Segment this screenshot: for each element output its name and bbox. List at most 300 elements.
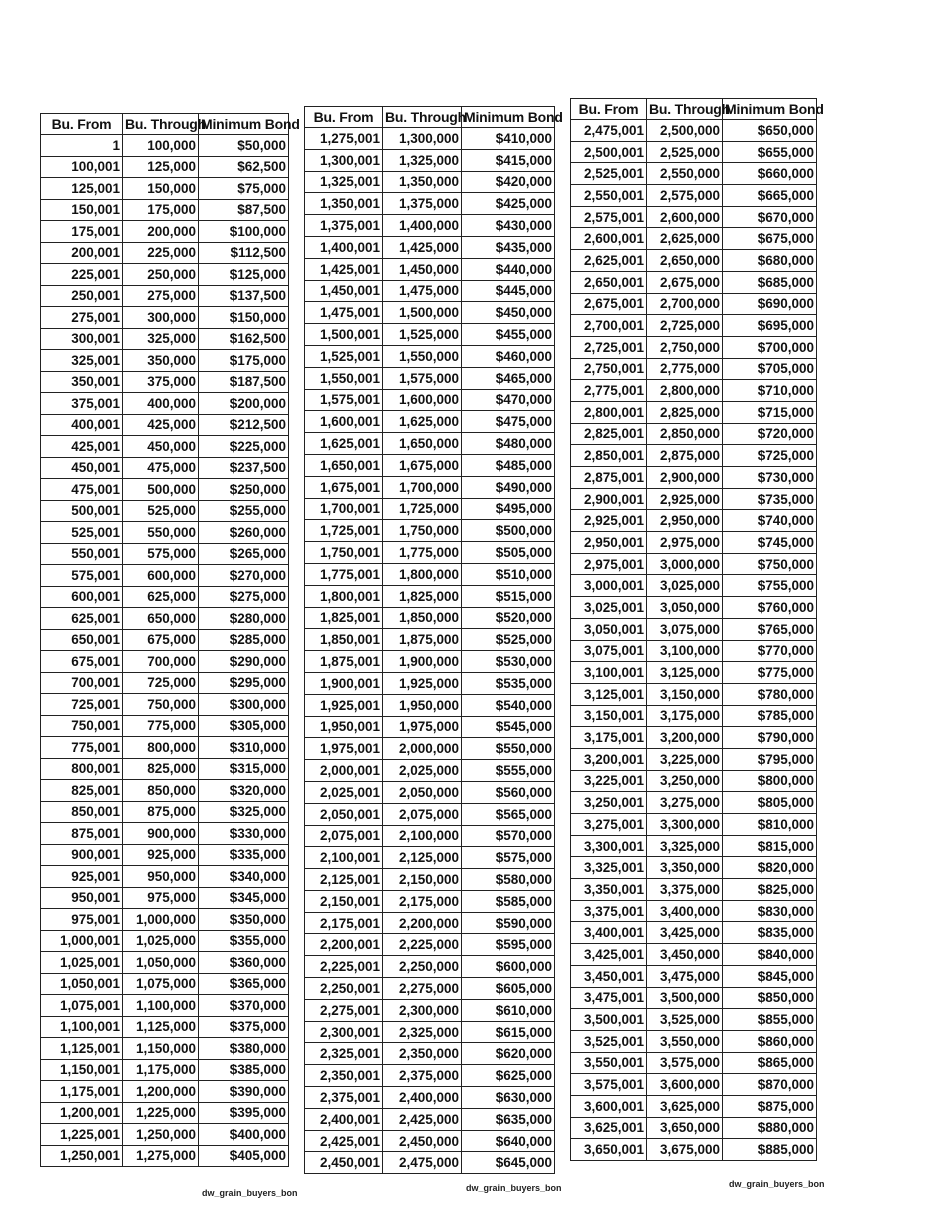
- minimum-bond-cell: $280,000: [199, 608, 289, 630]
- bu-from-cell: 600,001: [41, 586, 123, 608]
- minimum-bond-cell: $485,000: [462, 454, 555, 476]
- table-row: [41, 715, 289, 737]
- bu-from-cell: 3,400,001: [571, 922, 647, 944]
- bu-from-cell: 1,375,001: [305, 215, 383, 237]
- minimum-bond-cell: $565,000: [462, 803, 555, 825]
- bu-from-cell: 1,400,001: [305, 236, 383, 258]
- bu-through-cell: 500,000: [123, 479, 199, 501]
- table-row: [571, 618, 817, 640]
- bu-through-cell: 1,200,000: [123, 1081, 199, 1103]
- bu-through-cell: 1,700,000: [383, 476, 462, 498]
- bu-through-cell: 225,000: [123, 242, 199, 264]
- bu-through-cell: 3,400,000: [647, 900, 723, 922]
- bu-from-cell: 2,600,001: [571, 228, 647, 250]
- table-row: [305, 803, 555, 825]
- minimum-bond-cell: $515,000: [462, 585, 555, 607]
- minimum-bond-cell: $375,000: [199, 1016, 289, 1038]
- bu-through-cell: 125,000: [123, 156, 199, 178]
- bu-through-cell: 1,400,000: [383, 215, 462, 237]
- table-row: [571, 423, 817, 445]
- bu-through-cell: 575,000: [123, 543, 199, 565]
- bu-from-cell: 675,001: [41, 651, 123, 673]
- minimum-bond-cell: $615,000: [462, 1021, 555, 1043]
- minimum-bond-cell: $860,000: [723, 1030, 817, 1052]
- header-bu-through: Bu. Through: [647, 99, 723, 120]
- table-row: [41, 930, 289, 952]
- bu-from-cell: 800,001: [41, 758, 123, 780]
- bu-through-cell: 1,000,000: [123, 909, 199, 931]
- table-row: [41, 1081, 289, 1103]
- bu-from-cell: 1,800,001: [305, 585, 383, 607]
- bu-from-cell: 825,001: [41, 780, 123, 802]
- minimum-bond-cell: $330,000: [199, 823, 289, 845]
- minimum-bond-cell: $410,000: [462, 128, 555, 150]
- minimum-bond-cell: $525,000: [462, 629, 555, 651]
- bu-through-cell: 2,250,000: [383, 956, 462, 978]
- table-row: [305, 716, 555, 738]
- table-row: [305, 607, 555, 629]
- minimum-bond-cell: $370,000: [199, 995, 289, 1017]
- bu-through-cell: 3,150,000: [647, 683, 723, 705]
- minimum-bond-cell: $385,000: [199, 1059, 289, 1081]
- minimum-bond-cell: $620,000: [462, 1043, 555, 1065]
- bu-through-cell: 375,000: [123, 371, 199, 393]
- bu-through-cell: 3,250,000: [647, 770, 723, 792]
- minimum-bond-cell: $715,000: [723, 401, 817, 423]
- minimum-bond-cell: $187,500: [199, 371, 289, 393]
- minimum-bond-cell: $625,000: [462, 1065, 555, 1087]
- table-row: [41, 629, 289, 651]
- table-row: [41, 457, 289, 479]
- table-row: [41, 285, 289, 307]
- bu-from-cell: 2,250,001: [305, 978, 383, 1000]
- bu-from-cell: 3,175,001: [571, 727, 647, 749]
- bu-from-cell: 350,001: [41, 371, 123, 393]
- minimum-bond-cell: $815,000: [723, 835, 817, 857]
- minimum-bond-cell: $445,000: [462, 280, 555, 302]
- table-row: [305, 672, 555, 694]
- bu-from-cell: 1,000,001: [41, 930, 123, 952]
- bu-through-cell: 1,100,000: [123, 995, 199, 1017]
- bu-through-cell: 300,000: [123, 307, 199, 329]
- bu-from-cell: 650,001: [41, 629, 123, 651]
- table-row: [305, 476, 555, 498]
- table-row: [41, 1016, 289, 1038]
- minimum-bond-cell: $575,000: [462, 847, 555, 869]
- minimum-bond-cell: $645,000: [462, 1152, 555, 1174]
- bu-through-cell: 3,125,000: [647, 662, 723, 684]
- table-row: [571, 271, 817, 293]
- bu-from-cell: 2,625,001: [571, 250, 647, 272]
- bu-from-cell: 1,275,001: [305, 128, 383, 150]
- minimum-bond-cell: $200,000: [199, 393, 289, 415]
- bu-through-cell: 1,850,000: [383, 607, 462, 629]
- bu-through-cell: 675,000: [123, 629, 199, 651]
- bu-from-cell: 2,300,001: [305, 1021, 383, 1043]
- minimum-bond-cell: $655,000: [723, 141, 817, 163]
- minimum-bond-cell: $350,000: [199, 909, 289, 931]
- bu-through-cell: 1,900,000: [383, 651, 462, 673]
- table-row: [41, 436, 289, 458]
- minimum-bond-cell: $495,000: [462, 498, 555, 520]
- minimum-bond-cell: $855,000: [723, 1009, 817, 1031]
- minimum-bond-cell: $400,000: [199, 1124, 289, 1146]
- bu-through-cell: 1,050,000: [123, 952, 199, 974]
- bu-from-cell: 2,475,001: [571, 120, 647, 142]
- bu-through-cell: 1,150,000: [123, 1038, 199, 1060]
- table-row: [41, 393, 289, 415]
- bu-from-cell: 3,650,001: [571, 1139, 647, 1161]
- minimum-bond-cell: $460,000: [462, 345, 555, 367]
- minimum-bond-cell: $415,000: [462, 149, 555, 171]
- bu-from-cell: 3,025,001: [571, 597, 647, 619]
- bu-through-cell: 3,175,000: [647, 705, 723, 727]
- table-row: [41, 414, 289, 436]
- table-row: [41, 350, 289, 372]
- bu-from-cell: 2,725,001: [571, 336, 647, 358]
- table-row: [571, 293, 817, 315]
- minimum-bond-cell: $440,000: [462, 258, 555, 280]
- minimum-bond-cell: $585,000: [462, 890, 555, 912]
- bu-from-cell: 2,525,001: [571, 163, 647, 185]
- table-row: [41, 758, 289, 780]
- bu-from-cell: 3,600,001: [571, 1095, 647, 1117]
- minimum-bond-cell: $540,000: [462, 694, 555, 716]
- bu-from-cell: 2,500,001: [571, 141, 647, 163]
- bu-through-cell: 3,500,000: [647, 987, 723, 1009]
- bu-from-cell: 300,001: [41, 328, 123, 350]
- bu-through-cell: 2,725,000: [647, 315, 723, 337]
- minimum-bond-cell: $310,000: [199, 737, 289, 759]
- minimum-bond-cell: $395,000: [199, 1102, 289, 1124]
- minimum-bond-cell: $810,000: [723, 814, 817, 836]
- bu-through-cell: 200,000: [123, 221, 199, 243]
- bu-from-cell: 1,500,001: [305, 324, 383, 346]
- bu-from-cell: 450,001: [41, 457, 123, 479]
- table-row: [571, 683, 817, 705]
- minimum-bond-cell: $430,000: [462, 215, 555, 237]
- minimum-bond-cell: $480,000: [462, 433, 555, 455]
- bu-through-cell: 3,100,000: [647, 640, 723, 662]
- bu-from-cell: 200,001: [41, 242, 123, 264]
- bu-from-cell: 1,525,001: [305, 345, 383, 367]
- minimum-bond-cell: $755,000: [723, 575, 817, 597]
- bu-through-cell: 3,375,000: [647, 879, 723, 901]
- bu-from-cell: 2,375,001: [305, 1087, 383, 1109]
- bu-through-cell: 1,725,000: [383, 498, 462, 520]
- bond-table-3: [570, 98, 824, 1161]
- table-row: [571, 120, 817, 142]
- bu-through-cell: 1,500,000: [383, 302, 462, 324]
- table-row: [305, 651, 555, 673]
- table-row: [571, 987, 817, 1009]
- bu-through-cell: 1,125,000: [123, 1016, 199, 1038]
- bu-from-cell: 1,025,001: [41, 952, 123, 974]
- bu-through-cell: 2,750,000: [647, 336, 723, 358]
- table-row: [41, 479, 289, 501]
- table-row: [305, 345, 555, 367]
- table-row: [305, 738, 555, 760]
- table-row: [305, 215, 555, 237]
- bu-from-cell: 1,700,001: [305, 498, 383, 520]
- minimum-bond-cell: $765,000: [723, 618, 817, 640]
- minimum-bond-cell: $750,000: [723, 553, 817, 575]
- bu-through-cell: 1,525,000: [383, 324, 462, 346]
- minimum-bond-cell: $805,000: [723, 792, 817, 814]
- bu-through-cell: 2,700,000: [647, 293, 723, 315]
- bu-from-cell: 1,625,001: [305, 433, 383, 455]
- table-row: [571, 206, 817, 228]
- table-row: [305, 890, 555, 912]
- bu-from-cell: 1,975,001: [305, 738, 383, 760]
- minimum-bond-cell: $670,000: [723, 206, 817, 228]
- table-row: [41, 156, 289, 178]
- table-row: [305, 869, 555, 891]
- bu-from-cell: 1,300,001: [305, 149, 383, 171]
- bu-through-cell: 1,575,000: [383, 367, 462, 389]
- header-bu-from: Bu. From: [305, 107, 383, 128]
- bu-from-cell: 3,350,001: [571, 879, 647, 901]
- bu-through-cell: 2,900,000: [647, 467, 723, 489]
- table-row: [571, 510, 817, 532]
- bu-from-cell: 525,001: [41, 522, 123, 544]
- minimum-bond-cell: $830,000: [723, 900, 817, 922]
- table-row: [41, 500, 289, 522]
- bu-from-cell: 1,200,001: [41, 1102, 123, 1124]
- bu-through-cell: 1,625,000: [383, 411, 462, 433]
- minimum-bond-cell: $845,000: [723, 965, 817, 987]
- table-row: [305, 760, 555, 782]
- minimum-bond-cell: $270,000: [199, 565, 289, 587]
- bu-from-cell: 1,250,001: [41, 1145, 123, 1167]
- bu-from-cell: 100,001: [41, 156, 123, 178]
- bu-through-cell: 1,475,000: [383, 280, 462, 302]
- bu-through-cell: 2,275,000: [383, 978, 462, 1000]
- header-row: [305, 107, 555, 128]
- table-row: [305, 324, 555, 346]
- table-row: [571, 467, 817, 489]
- bu-through-cell: 475,000: [123, 457, 199, 479]
- bu-through-cell: 2,875,000: [647, 445, 723, 467]
- bu-through-cell: 975,000: [123, 887, 199, 909]
- minimum-bond-cell: $137,500: [199, 285, 289, 307]
- table-row: [41, 995, 289, 1017]
- bu-through-cell: 1,825,000: [383, 585, 462, 607]
- minimum-bond-cell: $835,000: [723, 922, 817, 944]
- bu-from-cell: 150,001: [41, 199, 123, 221]
- bu-from-cell: 3,150,001: [571, 705, 647, 727]
- minimum-bond-cell: $885,000: [723, 1139, 817, 1161]
- bu-from-cell: 3,275,001: [571, 814, 647, 836]
- minimum-bond-cell: $640,000: [462, 1130, 555, 1152]
- bu-through-cell: 3,300,000: [647, 814, 723, 836]
- minimum-bond-cell: $425,000: [462, 193, 555, 215]
- table-row: [41, 909, 289, 931]
- minimum-bond-cell: $630,000: [462, 1087, 555, 1109]
- table-row: [305, 128, 555, 150]
- minimum-bond-cell: $595,000: [462, 934, 555, 956]
- bu-from-cell: 250,001: [41, 285, 123, 307]
- minimum-bond-cell: $790,000: [723, 727, 817, 749]
- bu-from-cell: 3,125,001: [571, 683, 647, 705]
- bu-from-cell: 1,725,001: [305, 520, 383, 542]
- bu-through-cell: 150,000: [123, 178, 199, 200]
- table-row: [305, 1087, 555, 1109]
- bu-from-cell: 2,325,001: [305, 1043, 383, 1065]
- bu-from-cell: 2,075,001: [305, 825, 383, 847]
- minimum-bond-cell: $555,000: [462, 760, 555, 782]
- table-row: [305, 999, 555, 1021]
- minimum-bond-cell: $580,000: [462, 869, 555, 891]
- bu-through-cell: 2,850,000: [647, 423, 723, 445]
- minimum-bond-cell: $360,000: [199, 952, 289, 974]
- bu-from-cell: 3,300,001: [571, 835, 647, 857]
- minimum-bond-cell: $880,000: [723, 1117, 817, 1139]
- bu-through-cell: 3,000,000: [647, 553, 723, 575]
- bu-through-cell: 1,175,000: [123, 1059, 199, 1081]
- bu-from-cell: 2,675,001: [571, 293, 647, 315]
- table-row: [41, 844, 289, 866]
- minimum-bond-cell: $775,000: [723, 662, 817, 684]
- bu-through-cell: 825,000: [123, 758, 199, 780]
- bu-from-cell: 925,001: [41, 866, 123, 888]
- minimum-bond-cell: $390,000: [199, 1081, 289, 1103]
- bu-through-cell: 2,225,000: [383, 934, 462, 956]
- table-row: [41, 242, 289, 264]
- bu-through-cell: 3,550,000: [647, 1030, 723, 1052]
- minimum-bond-cell: $760,000: [723, 597, 817, 619]
- bu-from-cell: 425,001: [41, 436, 123, 458]
- table-row: [305, 258, 555, 280]
- minimum-bond-cell: $87,500: [199, 199, 289, 221]
- bu-through-cell: 3,275,000: [647, 792, 723, 814]
- table-row: [305, 825, 555, 847]
- bu-from-cell: 900,001: [41, 844, 123, 866]
- bu-through-cell: 1,550,000: [383, 345, 462, 367]
- minimum-bond-cell: $725,000: [723, 445, 817, 467]
- table-row: [571, 727, 817, 749]
- minimum-bond-cell: $212,500: [199, 414, 289, 436]
- bu-from-cell: 1,125,001: [41, 1038, 123, 1060]
- bu-through-cell: 1,875,000: [383, 629, 462, 651]
- bu-from-cell: 3,225,001: [571, 770, 647, 792]
- table-row: [571, 857, 817, 879]
- table-row: [571, 163, 817, 185]
- table-row: [571, 900, 817, 922]
- minimum-bond-cell: $665,000: [723, 185, 817, 207]
- minimum-bond-cell: $825,000: [723, 879, 817, 901]
- footer-label: dw_grain_buyers_bon: [202, 1188, 298, 1198]
- minimum-bond-cell: $305,000: [199, 715, 289, 737]
- minimum-bond-cell: $875,000: [723, 1095, 817, 1117]
- bu-through-cell: 1,950,000: [383, 694, 462, 716]
- minimum-bond-cell: $840,000: [723, 944, 817, 966]
- minimum-bond-cell: $455,000: [462, 324, 555, 346]
- minimum-bond-cell: $345,000: [199, 887, 289, 909]
- table-row: [305, 149, 555, 171]
- minimum-bond-cell: $420,000: [462, 171, 555, 193]
- bu-from-cell: 1,325,001: [305, 171, 383, 193]
- table-row: [305, 302, 555, 324]
- bu-through-cell: 2,400,000: [383, 1087, 462, 1109]
- bu-from-cell: 2,850,001: [571, 445, 647, 467]
- minimum-bond-cell: $250,000: [199, 479, 289, 501]
- bu-through-cell: 625,000: [123, 586, 199, 608]
- table-row: [305, 694, 555, 716]
- table-row: [41, 565, 289, 587]
- table-row: [305, 389, 555, 411]
- bu-through-cell: 800,000: [123, 737, 199, 759]
- table-row: [305, 1021, 555, 1043]
- table-row: [305, 934, 555, 956]
- table-row: [571, 250, 817, 272]
- header-minimum-bond: Minimum Bond: [462, 107, 555, 128]
- bu-from-cell: 2,425,001: [305, 1130, 383, 1152]
- bu-through-cell: 1,425,000: [383, 236, 462, 258]
- bu-from-cell: 3,200,001: [571, 748, 647, 770]
- minimum-bond-cell: $500,000: [462, 520, 555, 542]
- table-row: [41, 543, 289, 565]
- bu-from-cell: 3,100,001: [571, 662, 647, 684]
- bu-through-cell: 1,925,000: [383, 672, 462, 694]
- bu-through-cell: 2,625,000: [647, 228, 723, 250]
- table-row: [41, 522, 289, 544]
- minimum-bond-cell: $465,000: [462, 367, 555, 389]
- bu-through-cell: 1,250,000: [123, 1124, 199, 1146]
- table-row: [41, 586, 289, 608]
- bu-through-cell: 175,000: [123, 199, 199, 221]
- bu-from-cell: 875,001: [41, 823, 123, 845]
- bu-from-cell: 175,001: [41, 221, 123, 243]
- minimum-bond-cell: $260,000: [199, 522, 289, 544]
- table-row: [305, 520, 555, 542]
- table-row: [571, 597, 817, 619]
- table-row: [305, 563, 555, 585]
- table-row: [305, 280, 555, 302]
- minimum-bond-cell: $295,000: [199, 672, 289, 694]
- minimum-bond-cell: $520,000: [462, 607, 555, 629]
- bu-through-cell: 2,300,000: [383, 999, 462, 1021]
- minimum-bond-cell: $635,000: [462, 1108, 555, 1130]
- bu-from-cell: 125,001: [41, 178, 123, 200]
- bu-from-cell: 1,675,001: [305, 476, 383, 498]
- bu-through-cell: 3,600,000: [647, 1074, 723, 1096]
- table-row: [41, 694, 289, 716]
- bu-through-cell: 3,450,000: [647, 944, 723, 966]
- bu-through-cell: 2,175,000: [383, 890, 462, 912]
- table-row: [41, 866, 289, 888]
- bu-through-cell: 700,000: [123, 651, 199, 673]
- table-row: [571, 532, 817, 554]
- minimum-bond-cell: $290,000: [199, 651, 289, 673]
- bu-through-cell: 3,200,000: [647, 727, 723, 749]
- minimum-bond-cell: $325,000: [199, 801, 289, 823]
- minimum-bond-cell: $795,000: [723, 748, 817, 770]
- bu-through-cell: 3,675,000: [647, 1139, 723, 1161]
- table-row: [41, 178, 289, 200]
- bu-through-cell: 650,000: [123, 608, 199, 630]
- bu-from-cell: 2,950,001: [571, 532, 647, 554]
- minimum-bond-cell: $475,000: [462, 411, 555, 433]
- table-row: [41, 973, 289, 995]
- bu-through-cell: 900,000: [123, 823, 199, 845]
- minimum-bond-cell: $705,000: [723, 358, 817, 380]
- bu-from-cell: 375,001: [41, 393, 123, 415]
- table-row: [41, 780, 289, 802]
- table-row: [305, 193, 555, 215]
- bu-through-cell: 1,600,000: [383, 389, 462, 411]
- bu-through-cell: 2,200,000: [383, 912, 462, 934]
